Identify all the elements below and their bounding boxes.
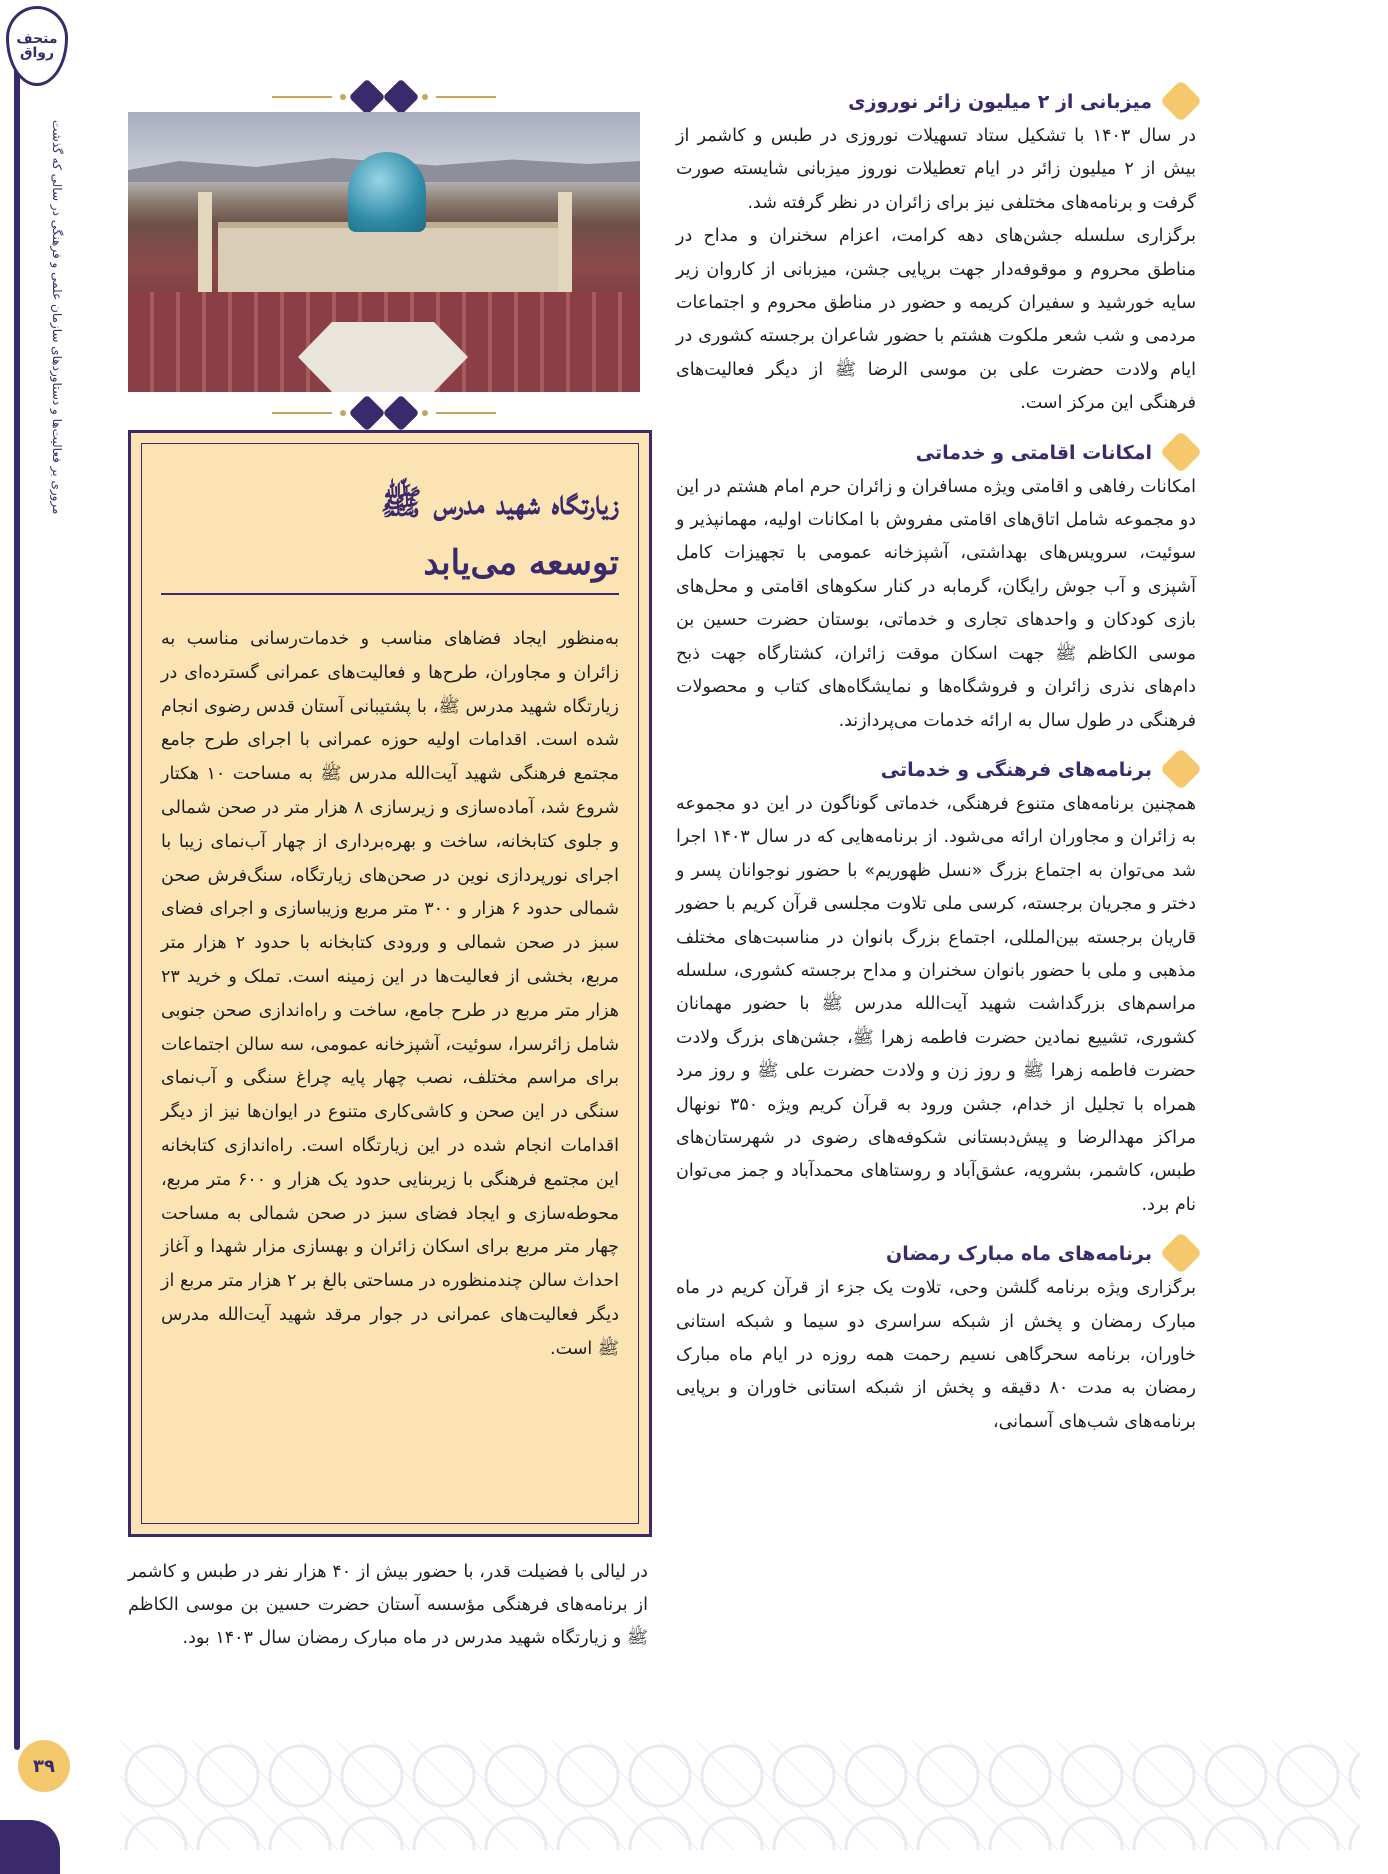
diamond-bullet-icon (1160, 1232, 1202, 1274)
corner-decoration (0, 1820, 60, 1874)
diamond-bullet-icon (1160, 80, 1202, 122)
margin-vertical-line (14, 60, 20, 1750)
section-nowruz (676, 84, 1196, 421)
section-body (676, 788, 1196, 1222)
section-body (676, 120, 1196, 421)
box-title-rule (161, 593, 619, 595)
shrine-photo-block (128, 84, 640, 404)
running-header-caption: مروری بر فعالیت‌ها و دستاوردهای سازمان علمی و فرهنگی در سالی که گذشت (50, 120, 64, 515)
diamond-bullet-icon (1160, 748, 1202, 790)
paragraph: امکانات رفاهی و اقامتی ویژه مسافران و زائران حرم امام هشتم در این دو مجموعه شامل اتاق‌های اقامتی مفروش با امکانات اولیه، مهمانپذیر و سوئیت، سرویس‌های بهداشتی، آشپزخانه عمومی با تجهیزات کامل آشپزی و آب جوش رایگان، گرمابه در کنار سکوهای اقامتی و محل‌های بازی کودکان و واحدهای تجاری و خدماتی، بوستان حضرت حسین بن موسی الکاظم ﷺ جهت اسکان موقت زائران، کشتارگاه جهت ذبح دام‌های نذری زائران و فروشگاه‌ها و نمایشگاه‌های کتاب و محصولات فرهنگی در طول سال به ارائه خدمات می‌پردازند. (676, 476, 1196, 731)
section-title: میزبانی از ۲ میلیون زائر نوروزی (848, 91, 1152, 113)
highlight-box (128, 430, 652, 1537)
section-body (676, 471, 1196, 738)
section-heading (676, 435, 1196, 471)
paragraph: برگزاری ویژه برنامه گلشن وحی، تلاوت یک جزء از قرآن کریم در ماه مبارک رمضان و پخش از شبکه سراسری دو سیما و شبکه استانی خاوران، برنامه سحرگاهی نسیم رحمت همه روزه در ایام ماه مبارک رمضان به مدت ۸۰ دقیقه و پخش از شبکه استانی خاوران و برپایی برنامه‌های شب‌های آسمانی، (676, 1278, 1196, 1432)
logo-text: متحف رواق (16, 31, 58, 61)
footer-pattern (120, 1740, 1360, 1850)
box-title (161, 473, 619, 593)
box-title-line-2: توسعه می‌یابد (423, 543, 619, 583)
section-body (676, 1272, 1196, 1439)
left-column-paragraph: در لیالی با فضیلت قدر، با حضور بیش از ۴۰ هزار نفر در طبس و کاشمر از برنامه‌های فرهنگی مؤسسه آستان حضرت حسین بن موسی الکاظم ﷺ و زیارتگاه شهید مدرس در ماه مبارک رمضان سال ۱۴۰۳ بود. (128, 1562, 648, 1648)
paragraph: همچنین برنامه‌های متنوع فرهنگی، خدماتی گوناگون در این دو مجموعه به زائران و مجاوران ارائه می‌شود. از برنامه‌هایی که در سال ۱۴۰۳ اجرا شد می‌توان به اجتماع بزرگ «نسل ظهوریم» با حضور نوجوانان پسر و دختر و مجریان برجسته، کرسی ملی تلاوت مجلسی قرآن کریم با حضور قاریان برجسته بین‌المللی، اجتماع بزرگ بانوان در مناسبت‌های مختلف مذهبی و ملی با حضور بانوان سخنران و مداح برجسته کشوری، سلسله مراسم‌های بزرگداشت شهید آیت‌الله مدرس ﷺ با حضور مهمانان کشوری، تشییع نمادین حضرت فاطمه زهرا ﷺ، جشن‌های بزرگ ولادت حضرت فاطمه زهرا ﷺ و روز زن و ولادت حضرت علی ﷺ و روز مرد همراه با تجلیل از خدام، جشن ورود به قرآن کریم ویژه ۳۵۰ نونهال مراکز مهدالرضا و پیش‌دبستانی شکوفه‌های رضوی در شهرستان‌های طبس، کاشمر، بشرویه، عشق‌آباد و روستاهای محمدآباد و جمز می‌توان نام برد. (676, 793, 1196, 1215)
section-facilities (676, 435, 1196, 738)
paragraph: در سال ۱۴۰۳ با تشکیل ستاد تسهیلات نوروزی در طبس و کاشمر از بیش از ۲ میلیون زائر در ایام تعطیلات نوروز میزبانی شایسته صورت گرفت و برنامه‌های مختلفی نیز برای زائران در نظر گرفته شد. (676, 126, 1197, 213)
left-margin-strip (0, 0, 64, 1874)
paragraph: برگزاری سلسله جشن‌های دهه کرامت، اعزام سخنران و مداح در مناطق محروم و موقوفه‌دار جهت برپایی جشن، میزبانی از کاروان زیر سایه خورشید و سفیران کریمه و حضور در مناطق محروم و اجتماعات مردمی و شب شعر ملکوت هشتم با حضور شاعران برجسته کشوری در ایام ولادت حضرت علی بن موسی الرضا ﷺ از دیگر فعالیت‌های فرهنگی این مرکز است. (676, 226, 1196, 414)
section-heading (676, 84, 1196, 120)
top-ornament (272, 84, 496, 110)
section-heading (676, 752, 1196, 788)
right-column (676, 84, 1196, 1724)
shrine-photo (128, 112, 640, 392)
page-number: ۳۹ (18, 1740, 70, 1792)
section-ramadan (676, 1236, 1196, 1439)
box-body-text: به‌منظور ایجاد فضاهای مناسب و خدمات‌رسانی مناسب به زائران و مجاوران، طرح‌ها و فعالیت‌های عمرانی گسترده‌ای در زیارتگاه شهید مدرس ﷺ، با پشتیبانی آستان قدس رضوی انجام شده است. اقدامات اولیه حوزه عمرانی با اجرای طرح جامع مجتمع فرهنگی شهید آیت‌الله مدرس ﷺ به مساحت ۱۰ هکتار شروع شد، آماده‌سازی و زیرسازی ۸ هزار متر در صحن شمالی و جلوی کتابخانه، ساخت و بهره‌برداری از چهار آب‌نمای زیبا با اجرای نورپردازی نوین در صحن‌های زیارتگاه، سنگ‌فرش صحن شمالی حدود ۶ هزار و ۳۰۰ متر مربع وزیباسازی و اجرای فضای سبز در صحن شمالی و ورودی کتابخانه با حدود ۲ هزار متر مربع، بخشی از فعالیت‌ها در این زمینه است. تملک و خرید ۲۳ هزار متر مربع در طرح جامع، ساخت و راه‌اندازی صحن جنوبی شامل زائرسرا، سوئیت، آشپزخانه عمومی، سه سالن اجتماعات برای مراسم مختلف، نصب چهار پایه چراغ سنگی و آب‌نمای سنگی در این صحن و کاشی‌کاری متنوع در ایوان‌ها نیز از دیگر اقدامات انجام شده در این زیارتگاه است. راه‌اندازی کتابخانه این مجتمع فرهنگی با زیربنایی حدود یک هزار و ۶۰۰ متر مربع، محوطه‌سازی و ایجاد فضای سبز در صحن شمالی به مساحت چهار متر مربع برای اسکان زائران و بهسازی مزار شهدا و آغاز احداث سالن چندمنظوره در مساحتی بالغ بر ۲ هزار متر مربع از دیگر فعالیت‌های عمرانی در جوار مرقد شهید آیت‌الله مدرس ﷺ است. (161, 629, 619, 1359)
bottom-ornament (272, 400, 496, 426)
section-title: امکانات اقامتی و خدماتی (915, 441, 1152, 464)
section-heading (676, 1236, 1196, 1272)
diamond-bullet-icon (1160, 430, 1202, 472)
section-title: برنامه‌های فرهنگی و خدماتی (880, 758, 1152, 781)
section-title: برنامه‌های ماه مبارک رمضان (885, 1243, 1152, 1266)
box-title-line-1: زیارتگاه شهید مدرس ﷺ (380, 483, 619, 523)
section-cultural (676, 752, 1196, 1222)
